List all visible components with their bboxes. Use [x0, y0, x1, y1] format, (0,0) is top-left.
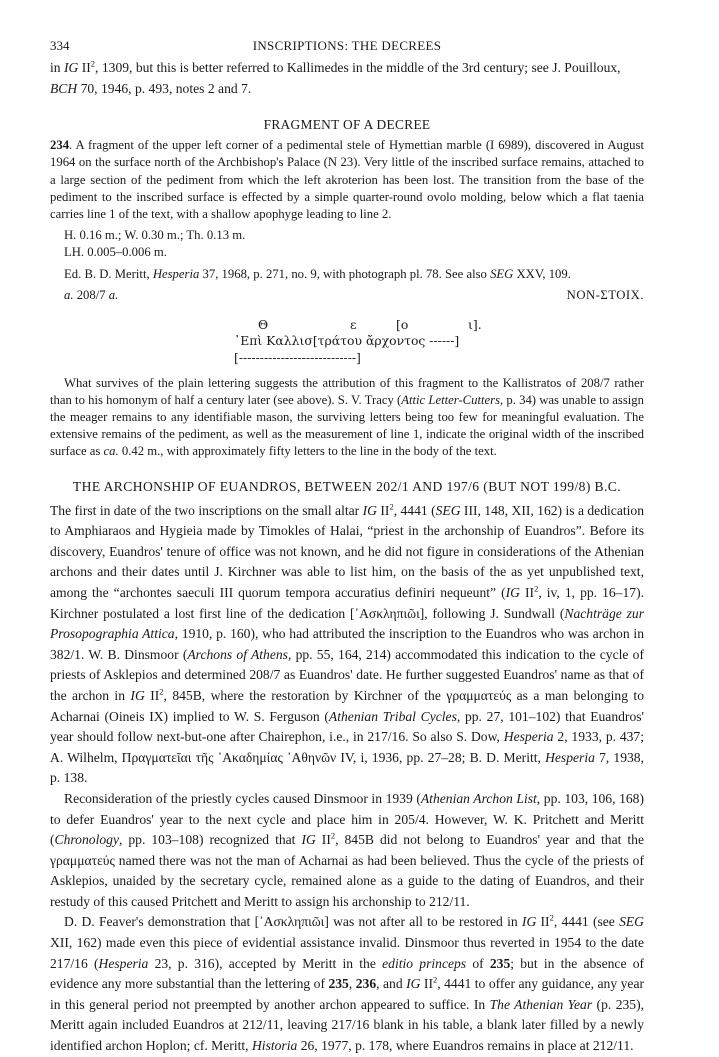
letter-height: LH. 0.005–0.006 m. — [64, 245, 167, 260]
entry-number: 234 — [50, 138, 70, 153]
inscription-line-1: Θ ε [ο ι]. — [258, 316, 482, 332]
date-label: a. 208/7 a. — [64, 287, 119, 302]
inscription-line-2: ᾿Επὶ Καλλισ[τράτου ἄρχοντος ------] — [234, 333, 460, 349]
page-header — [50, 38, 644, 58]
archonship-title: THE ARCHONSHIP OF EUANDROS, BETWEEN 202/1 AND 197/6 (BUT NOT 199/8) B.C. — [72, 478, 622, 494]
fragment-commentary: What survives of the plain lettering suggests the attribution of this fragment to the Kallistratos of 208/7 rather than to his homonym of half a century later (see above). S. V. Tracy (Attic Letter-Cutters, p. 34) was unable to assign the meager remains to any identifiable mason, the surviving letters being too few for meaningful evaluation. The extensive remains of the pediment, as well as the measurement of line 1, indicate the original width of the inscribed surface as ca. 0.42 m., with approximately fifty letters to the line in the body of the text. — [50, 375, 644, 459]
running-title: INSCRIPTIONS: THE DECREES — [252, 38, 442, 53]
non-stoich-label: NON-ΣΤΟΙΧ. — [566, 287, 644, 302]
archonship-paragraph-1: The first in date of the two inscriptions on the small altar IG $II^2$, 4441 (SEG III, 148, XII, 162) is a dedication to Amphiaraos and Hygieia made by Timokles of Halai, “priest in the archonship of Euandros”. Before its discovery, Euandros' tenure of office was not known, and he did not figure in considerations of the Athenian archons and their dates until J. Kirchner was able to list him, on the basis of the as yet unpublished text, among the “archontes saeculi III quorum tempora accuratius definiri nequeunt” (IG $II^2$, iv, 1, pp. 16–17). Kirchner postulated a lost first line of the dedication [᾿Ασκληπιῶι], following J. Sundwall (Nachträge zur Prosopographia Attica, 1910, p. 160), who had attributed the inscription to the Euandros who was archon in 382/1. W. B. Dinsmoor (Archons of Athens, pp. 55, 164, 214) accommodated this indication to the cycle of priests of Asklepios and determined 208/7 as Euandros' date. He further suggested Euandros' name as that of the archon in IG $II^2$, 845B, where the restoration by Kirchner of the γραμματεύς as a man belonging to Acharnai (Oineis IX) implied to W. S. Ferguson (Athenian Tribal Cycles, pp. 27, 101–102) that Euandros' year should follow next-but-one after Chairephon, i.e., in 217/16. So also S. Dow, Hesperia 2, 1933, p. 437; A. Wilhelm, Πραγματεῖαι τῆς ᾿Ακαδημίας ᾿Αθηνῶν IV, i, 1936, pp. 27–28; B. D. Meritt, Hesperia 7, 1938, p. 138. — [50, 501, 645, 786]
edition: Ed. B. D. Meritt, Hesperia 37, 1968, p. 271, no. 9, with photograph pl. 78. See also SEG XXV, 109. — [64, 266, 571, 281]
archonship-paragraph-2: Reconsideration of the priestly cycles caused Dinsmoor in 1939 (Athenian Archon List, pp. 103, 106, 168) to defer Euandros' year to the next cycle and place him in 205/4. However, W. K. Pritchett and Meritt (Chronology, pp. 103–108) recognized that IG $II^2$, 845B did not belong to Euandros' year and that the γραμματεύς named there was not the man of Acharnai as had been believed. Thus the cycle of the priests of Asklepios, unaided by the secretary cycle, remained alone as a guide to the dating of Euandros, and their restudy of this caused Pritchett and Meritt to assign his archonship to 212/11. — [50, 790, 645, 909]
inscription-line-3: [----------------------------] — [234, 350, 361, 365]
inscription-text — [50, 317, 644, 367]
fragment-description: 234. A fragment of the upper left corner of a pedimental stele of Hymettian marble (I 6989), discovered in August 1964 on the surface north of the Archbishop's Palace (N 23). Very little of the inscribed surface remains, attached to a large section of the pediment from which the left akroterion has been lost. The transition from the base of the pediment to the inscribed surface is effected by a simple quarter-round ovolo molding, below which a flat taenia carries line 1 of the text, with a shallow apophyge leading to line 2. — [50, 138, 644, 221]
fragment-title: FRAGMENT OF A DECREE — [263, 117, 431, 133]
date-row — [50, 287, 644, 309]
intro-paragraph: in IG $II^2$, 1309, but this is better referred to Kallimedes in the middle of the 3rd century; see J. Pouilloux, BCH 70, 1946, p. 493, notes 2 and 7. — [50, 58, 621, 96]
page — [50, 38, 644, 1057]
dimensions: H. 0.16 m.; W. 0.30 m.; Th. 0.13 m. — [64, 228, 246, 243]
archonship-paragraph-3: D. D. Feaver's demonstration that [᾿Ασκληπιῶι] was not after all to be restored in IG $II^2$, 4441 (see SEG XII, 162) made even this piece of evidential assistance invalid. Dinsmoor thus reverted in 1954 to the date 217/16 (Hesperia 23, p. 316), accepted by Meritt in the editio princeps of 235; but in the absence of evidence any more substantial than the lettering of 235, 236, and IG $II^2$, 4441 to offer any guidance, any year in this general period not preempted by another archon appeared to suffice. In The Athenian Year (p. 235), Meritt again included Euandros at 212/11, leaving 217/16 blank in his table, a blank later filled by a newly identified archon Hoplon; cf. Meritt, Historia 26, 1977, p. 178, where Euandros remains in place at 212/11. — [50, 912, 645, 1054]
page-number: 334 — [50, 38, 70, 53]
